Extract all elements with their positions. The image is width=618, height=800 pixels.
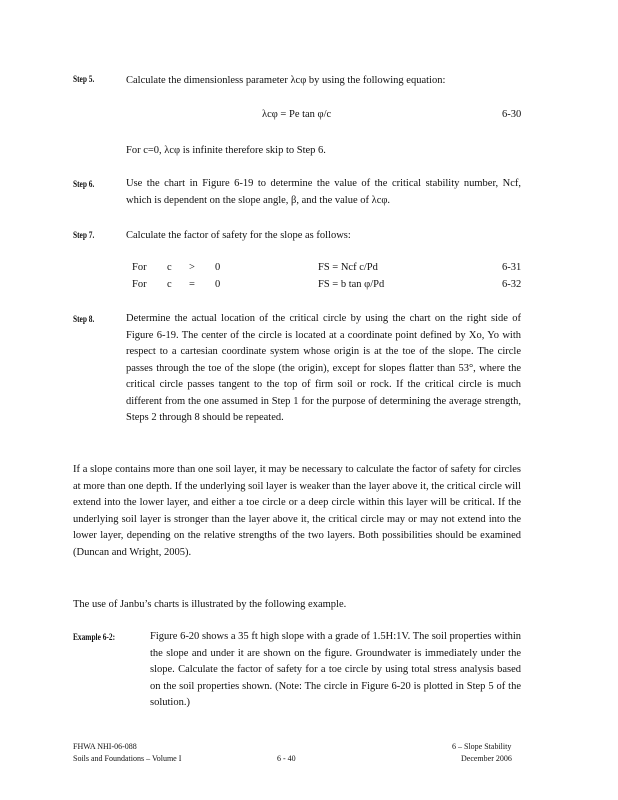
step-7-text: Calculate the factor of safety for the slope as follows:: [126, 230, 351, 241]
footer-page-number: 6 - 40: [277, 754, 296, 763]
example-text: Figure 6-20 shows a 35 ft high slope with a grade of 1.5H:1V. The soil properties within the slope and under it are shown on the figure. Groundwater is immediately under the slope. Calculate the factor of safety for a toe circle by using total stress analysis based on the soil properties shown. (Note: The circle in Figure 6-20 is plotted in Step 5 of the solution.): [150, 631, 521, 708]
row-for: For: [132, 262, 147, 273]
footer-chapter: 6 – Slope Stability: [452, 742, 512, 751]
step-7-label: Step 7.: [73, 230, 95, 240]
row-var: c: [167, 279, 172, 290]
row-val: 0: [215, 279, 221, 290]
equation-number-6-30: 6-30: [502, 109, 522, 120]
step-6-text: Use the chart in Figure 6-19 to determine the value of the critical stability number, Ncf, which is dependent on the slope angle, β, and the value of λcφ.: [126, 178, 521, 206]
row-number: 6-31: [502, 262, 522, 273]
step-8-text: Determine the actual location of the critical circle by using the chart on the right side of Figure 6-19. The center of the circle is located at a coordinate point defined by Xo, Yo with respect to a cartesian coordinate system whose origin is at the toe of the slope. The circle passes through the toe of the slope (the origin), except for slopes flatter than 53°, where the critical circle passes tangent to the top of firm soil or rock. If the critical circle is much different from the one assumed in Step 1 for the purpose of determining the average strength, Steps 2 through 8 should be repeated.: [126, 313, 521, 423]
equation-6-30: λcφ = Pe tan φ/c: [262, 109, 332, 120]
row-val: 0: [215, 262, 221, 273]
paragraph-multiple-layers: If a slope contains more than one soil layer, it may be necessary to calculate the factor of safety for circles at more than one depth. If the underlying soil layer is weaker than the layer above it, the critical circle will extend into the lower layer, and either a toe circle or a deep circle within this layer will be critical. If the underlying soil layer is stronger than the layer above it, the critical circle may or may not extend into the lower layer, depending on the relative strengths of the two layers. Both possibilities should be examined (Duncan and Wright, 2005).: [73, 464, 521, 558]
row-formula: FS = Ncf c/Pd: [318, 262, 378, 273]
row-var: c: [167, 262, 172, 273]
row-number: 6-32: [502, 279, 522, 290]
step-6-label: Step 6.: [73, 179, 95, 189]
step-5-note: For c=0, λcφ is infinite therefore skip to Step 6.: [126, 145, 326, 156]
step-5-text: Calculate the dimensionless parameter λcφ by using the following equation:: [126, 75, 446, 86]
step-8-label: Step 8.: [73, 314, 95, 324]
paragraph-janbu-example: The use of Janbu’s charts is illustrated by the following example.: [73, 599, 347, 610]
row-formula: FS = b tan φ/Pd: [318, 279, 385, 290]
footer-publication: FHWA NHI-06-088: [73, 742, 137, 751]
step-5-label: Step 5.: [73, 74, 95, 84]
footer-date: December 2006: [461, 754, 512, 763]
row-for: For: [132, 279, 147, 290]
example-label: Example 6-2:: [73, 632, 116, 642]
footer-title: Soils and Foundations – Volume I: [73, 754, 182, 763]
row-op: =: [189, 279, 195, 290]
row-op: >: [189, 262, 195, 273]
